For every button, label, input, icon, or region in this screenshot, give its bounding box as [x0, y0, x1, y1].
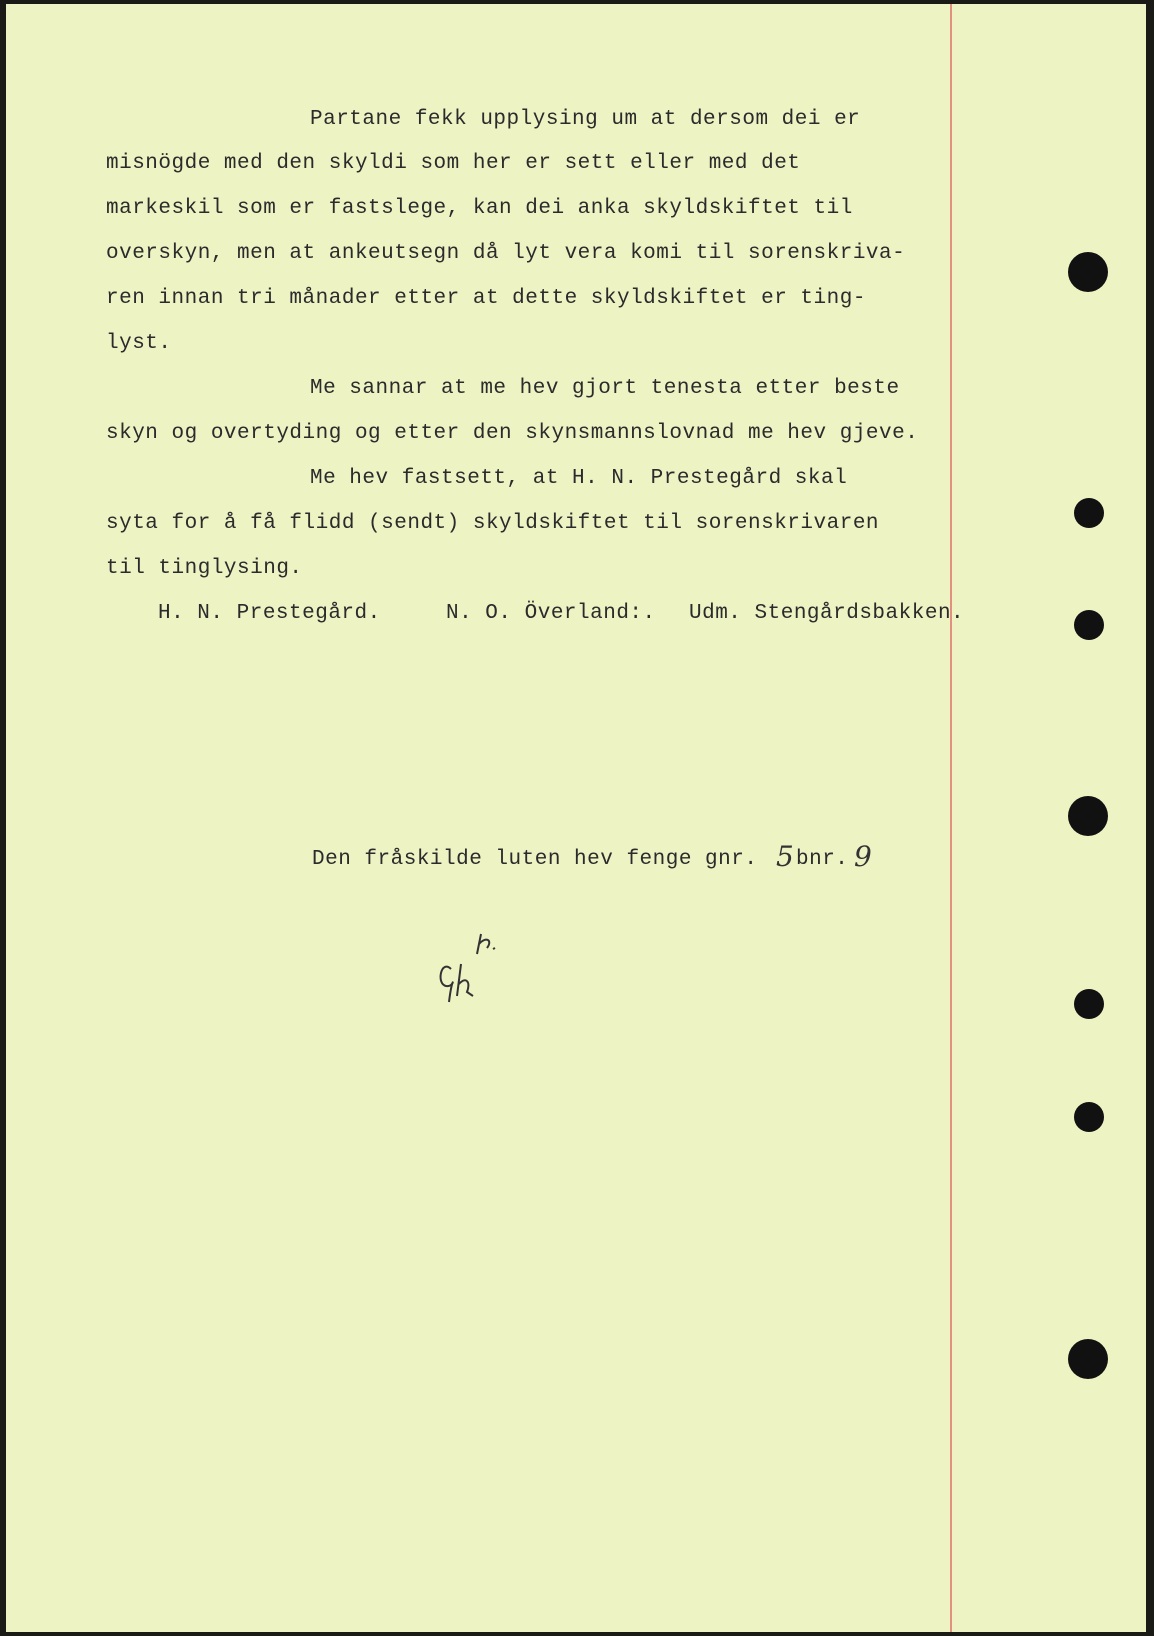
initials-text: Gh: [431, 924, 433, 925]
text-line: lyst.: [106, 332, 172, 355]
text-line: ren innan tri månader etter at dette skyldskiftet er ting-: [106, 287, 866, 310]
text-line: syta for å få flidd (sendt) skyldskiftet til sorenskrivaren: [106, 512, 880, 535]
punch-hole: [1074, 610, 1104, 640]
bnr-value: 9: [854, 840, 872, 873]
signature-overland: N. O. Överland:.: [446, 602, 656, 625]
closing-text: Den fråskilde luten hev fenge gnr.: [312, 848, 758, 871]
text-line: skyn og overtyding og etter den skynsmannslovnad me hev gjeve.: [106, 422, 919, 445]
punch-hole: [1068, 252, 1108, 292]
text-line: overskyn, men at ankeutsegn då lyt vera komi til sorenskriva-: [106, 242, 906, 265]
punch-hole: [1068, 796, 1108, 836]
punch-hole: [1074, 1102, 1104, 1132]
margin-line: [950, 4, 952, 1632]
document-page: [6, 4, 1146, 1632]
punch-hole: [1068, 1339, 1108, 1379]
text-line: Partane fekk upplysing um at dersom dei er: [310, 108, 861, 131]
text-line: misnögde med den skyldi som her er sett eller med det: [106, 152, 801, 175]
punch-hole: [1074, 989, 1104, 1019]
bnr-label: bnr.: [796, 848, 849, 871]
text-line: Me hev fastsett, at H. N. Prestegård skal: [310, 467, 848, 490]
text-line: til tinglysing.: [106, 557, 303, 580]
signature-prestegard: H. N. Prestegård.: [158, 602, 381, 625]
initials-signature: [431, 924, 511, 1004]
gnr-value: 5: [776, 840, 794, 873]
signature-stengardsbakken: Udm. Stengårdsbakken.: [689, 602, 965, 625]
text-line: markeskil som er fastslege, kan dei anka skyldskiftet til: [106, 197, 853, 220]
punch-hole: [1074, 498, 1104, 528]
text-line: Me sannar at me hev gjort tenesta etter beste: [310, 377, 900, 400]
